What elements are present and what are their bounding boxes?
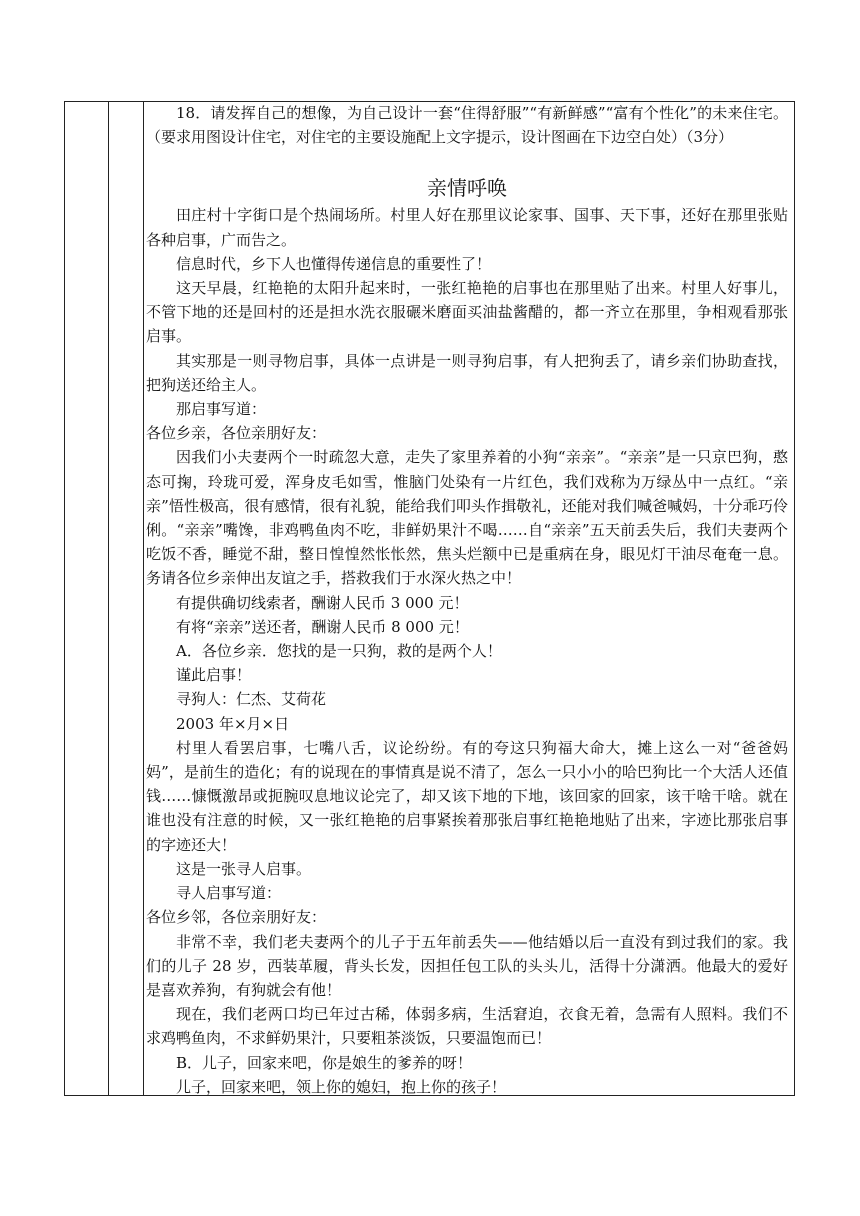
paragraph: 这天早晨，红艳艳的太阳升起来时，一张红艳艳的启事也在那里贴了出来。村里人好事儿，不管下地的还是回村的还是担水洗衣服碾米磨面买油盐酱醋的，都一齐立在那里，争相观看那张启事。	[146, 279, 788, 346]
paragraph: B．儿子，回家来吧，你是娘生的爹养的呀！	[176, 1053, 473, 1072]
paragraph: 2003 年×月×日	[176, 714, 290, 733]
paragraph: 现在，我们老两口均已年过古稀，体弱多病，生活窘迫，衣食无着，急需有人照料。我们不求鸡鸭鱼肉，不求鲜奶果汁，只要粗茶淡饭，只要温饱而已！	[146, 1005, 788, 1048]
paragraph: 田庄村十字街口是个热闹场所。村里人好在那里议论家事、国事、天下事，还好在那里张贴各种启事，广而告之。	[146, 206, 788, 249]
article-title: 亲情呼唤	[427, 176, 507, 201]
paragraph: A．各位乡亲．您找的是一只狗，救的是两个人！	[176, 642, 502, 661]
paragraph: 寻人启事写道：	[176, 884, 282, 903]
paragraph: 其实那是一则寻物启事，具体一点讲是一则寻狗启事，有人把狗丢了，请乡亲们协助查找，把狗送还给主人。	[146, 351, 788, 394]
question-text: 18．请发挥自己的想像，为自己设计一套“住得舒服”“有新鲜感”“富有个性化”的未来住宅。（要求用图设计住宅，对住宅的主要设施配上文字提示，设计图画在下边空白处）（3分）	[146, 104, 788, 147]
paragraph: 信息时代，乡下人也懂得传递信息的重要性了！	[176, 254, 492, 273]
article-body	[146, 203, 788, 1099]
paragraph: 因我们小夫妻两个一时疏忽大意，走失了家里养着的小狗“亲亲”。“亲亲”是一只京巴狗，憨态可掬，玲珑可爱，浑身皮毛如雪，惟脑门处染有一片红色，我们戏称为万绿丛中一点红。“亲亲”悟性极高，很有感情，很有礼貌，能给我们叩头作揖敬礼，还能对我们喊爸喊妈，十分乖巧伶俐。“亲亲”嘴馋，非鸡鸭鱼肉不吃，非鲜奶果汁不喝……自“亲亲”五天前丢失后，我们夫妻两个吃饭不香，睡觉不甜，整日惶惶然怅怅然，焦头烂额中已是重病在身，眼见灯干油尽奄奄一息。务请各位乡亲伸出友谊之手，搭救我们于水深火热之中！	[146, 448, 788, 588]
paragraph: 谨此启事！	[176, 666, 252, 685]
paragraph: 非常不幸，我们老夫妻两个的儿子于五年前丢失——他结婚以后一直没有到过我们的家。我们的儿子 28 岁，西装革履，背头长发，因担任包工队的头头儿，活得十分潇洒。他最大的爱好是喜欢养狗，有狗就会有他！	[146, 932, 788, 999]
spacer	[146, 149, 788, 173]
paragraph: 儿子，回家来吧，领上你的媳妇，抱上你的孩子！	[176, 1077, 507, 1096]
column-divider	[108, 102, 109, 1095]
paragraph: 这是一张寻人启事。	[176, 859, 312, 878]
paragraph: 各位乡亲，各位亲朋好友：	[146, 424, 327, 443]
paragraph: 那启事写道：	[176, 400, 267, 419]
paragraph: 村里人看罢启事，七嘴八舌，议论纷纷。有的夸这只狗福大命大，摊上这么一对“爸爸妈妈”，是前生的造化；有的说现在的事情真是说不清了，怎么一只小小的哈巴狗比一个大活人还值钱……慷慨激昂或扼腕叹息地议论完了，却又该下地的下地，该回家的回家，该干啥干啥。就在谁也没有注意的时候，又一张红艳艳的启事紧挨着那张启事红艳艳地贴了出来，字迹比那张启事的字迹还大！	[146, 738, 788, 854]
column-divider	[143, 102, 144, 1095]
paragraph: 有提供确切线索者，酬谢人民币 3 000 元！	[176, 593, 469, 612]
paragraph: 寻狗人：仁杰、艾荷花	[176, 690, 327, 709]
paragraph: 各位乡邻，各位亲朋好友：	[146, 908, 327, 927]
paragraph: 有将“亲亲”送还者，酬谢人民币 8 000 元！	[176, 617, 469, 636]
cell-content	[146, 101, 788, 1099]
